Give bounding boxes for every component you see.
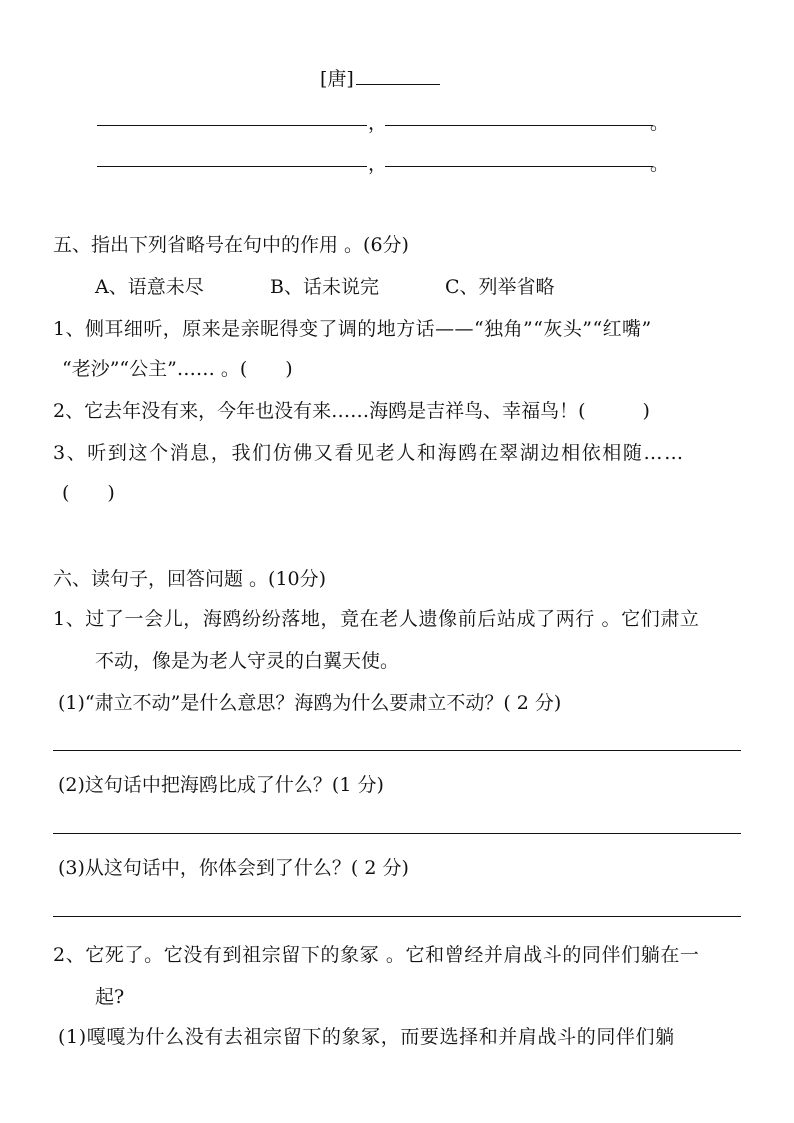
s5-q1-line2: “老沙”“公主”…… 。( ): [62, 358, 293, 380]
poem-period-2: 。: [650, 153, 670, 175]
option-c: C、列举省略: [445, 276, 555, 298]
s5-q3-line2: ( ): [62, 482, 115, 504]
s6-p1-line2: 不动，像是为老人守灵的白翼天使。: [95, 650, 400, 672]
poem-blank-1a: [97, 125, 367, 126]
author-blank-line: [356, 84, 440, 85]
poem-comma-2: ，: [368, 153, 388, 175]
s6-p1-q2: (2)这句话中把海鸥比成了什么？(1 分): [58, 774, 384, 796]
poem-blank-1b: [385, 125, 653, 126]
poem-blank-2b: [385, 166, 653, 167]
section6-title: 六、读句子，回答问题 。(10分): [53, 568, 327, 590]
poem-comma-1: ，: [368, 112, 388, 134]
s6-p1-q3: (3)从这句话中，你体会到了什么？( 2 分): [58, 857, 409, 879]
s6-p1-line1: 1、过了一会儿，海鸥纷纷落地，竟在老人遗像前后站成了两行 。它们肃立: [53, 608, 700, 630]
poem-author-prefix: [唐]: [320, 68, 354, 90]
s6-p2-q1: (1)嘎嘎为什么没有去祖宗留下的象冢，而要选择和并肩战斗的同伴们躺: [58, 1026, 675, 1048]
answer-line-2: [53, 833, 741, 834]
s5-q2: 2、它去年没有来，今年也没有来……海鸥是吉祥鸟、幸福鸟！( ): [53, 400, 650, 422]
s5-q1-line1: 1、侧耳细听，原来是亲昵得变了调的地方话——“独角”“灰头”“红嘴”: [53, 318, 652, 340]
poem-period-1: 。: [650, 112, 670, 134]
s6-p2-line2: 起?: [95, 986, 125, 1008]
section5-title: 五、指出下列省略号在句中的作用 。(6分): [53, 234, 409, 256]
poem-blank-2a: [97, 166, 367, 167]
answer-line-1: [53, 750, 741, 751]
option-b: B、话未说完: [270, 276, 379, 298]
s5-q3-line1: 3、听到这个消息，我们仿佛又看见老人和海鸥在翠湖边相依相随……: [53, 442, 685, 464]
answer-line-3: [53, 916, 741, 917]
s6-p1-q1: (1)“肃立不动”是什么意思？海鸥为什么要肃立不动？( 2 分): [58, 692, 562, 714]
s6-p2-line1: 2、它死了。它没有到祖宗留下的象冢 。它和曾经并肩战斗的同伴们躺在一: [53, 944, 700, 966]
option-a: A、语意未尽: [95, 276, 204, 298]
